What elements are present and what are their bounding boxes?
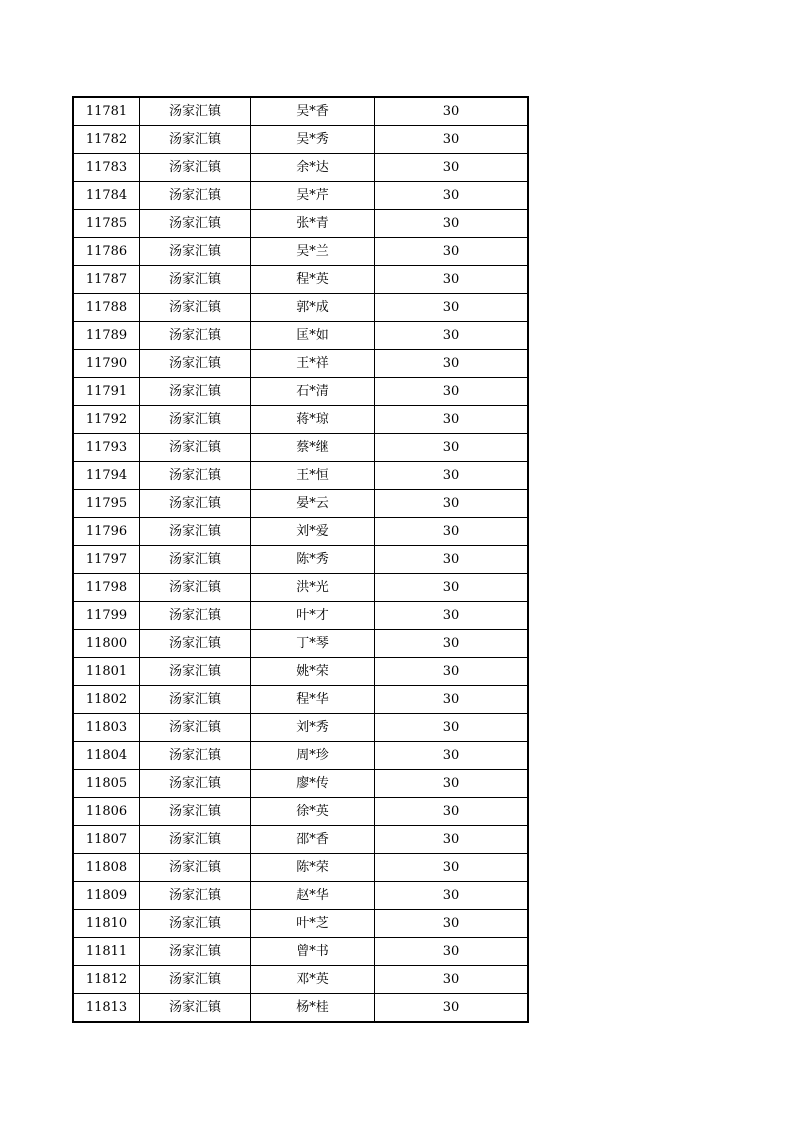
cell-person-name: 张*青 [251,210,375,238]
cell-town: 汤家汇镇 [140,826,251,854]
cell-amount: 30 [375,322,529,350]
cell-amount: 30 [375,798,529,826]
cell-amount: 30 [375,630,529,658]
cell-person-name: 程*华 [251,686,375,714]
cell-serial-number: 11802 [73,686,140,714]
cell-amount: 30 [375,770,529,798]
cell-amount: 30 [375,826,529,854]
cell-town: 汤家汇镇 [140,462,251,490]
cell-serial-number: 11781 [73,97,140,126]
cell-person-name: 程*英 [251,266,375,294]
cell-amount: 30 [375,658,529,686]
table-row [73,238,528,266]
cell-serial-number: 11790 [73,350,140,378]
table-row [73,126,528,154]
cell-serial-number: 11805 [73,770,140,798]
cell-person-name: 徐*英 [251,798,375,826]
cell-amount: 30 [375,434,529,462]
cell-amount: 30 [375,154,529,182]
table-row [73,938,528,966]
cell-town: 汤家汇镇 [140,210,251,238]
cell-person-name: 余*达 [251,154,375,182]
cell-town: 汤家汇镇 [140,490,251,518]
cell-person-name: 吴*芹 [251,182,375,210]
table-body [73,97,528,1022]
cell-town: 汤家汇镇 [140,322,251,350]
cell-amount: 30 [375,97,529,126]
table-row [73,742,528,770]
cell-town: 汤家汇镇 [140,126,251,154]
cell-person-name: 姚*荣 [251,658,375,686]
cell-amount: 30 [375,938,529,966]
cell-amount: 30 [375,266,529,294]
cell-amount: 30 [375,462,529,490]
cell-serial-number: 11798 [73,574,140,602]
cell-serial-number: 11793 [73,434,140,462]
cell-serial-number: 11782 [73,126,140,154]
cell-serial-number: 11783 [73,154,140,182]
cell-serial-number: 11808 [73,854,140,882]
cell-serial-number: 11785 [73,210,140,238]
cell-town: 汤家汇镇 [140,546,251,574]
table-row [73,966,528,994]
table-row [73,294,528,322]
cell-amount: 30 [375,518,529,546]
cell-amount: 30 [375,686,529,714]
table-row [73,154,528,182]
cell-serial-number: 11786 [73,238,140,266]
cell-serial-number: 11800 [73,630,140,658]
cell-person-name: 王*祥 [251,350,375,378]
cell-person-name: 廖*传 [251,770,375,798]
cell-serial-number: 11792 [73,406,140,434]
table-row [73,182,528,210]
cell-serial-number: 11812 [73,966,140,994]
table-row [73,490,528,518]
cell-serial-number: 11799 [73,602,140,630]
table-row [73,434,528,462]
table-row [73,882,528,910]
cell-town: 汤家汇镇 [140,406,251,434]
cell-person-name: 陈*秀 [251,546,375,574]
cell-person-name: 赵*华 [251,882,375,910]
cell-town: 汤家汇镇 [140,182,251,210]
cell-amount: 30 [375,574,529,602]
cell-person-name: 邓*英 [251,966,375,994]
cell-town: 汤家汇镇 [140,574,251,602]
table-row [73,97,528,126]
cell-person-name: 叶*芝 [251,910,375,938]
cell-person-name: 郭*成 [251,294,375,322]
table-row [73,518,528,546]
cell-amount: 30 [375,546,529,574]
table-row [73,462,528,490]
cell-town: 汤家汇镇 [140,686,251,714]
cell-serial-number: 11796 [73,518,140,546]
cell-serial-number: 11813 [73,994,140,1023]
cell-person-name: 洪*光 [251,574,375,602]
cell-town: 汤家汇镇 [140,378,251,406]
cell-amount: 30 [375,210,529,238]
table-row [73,630,528,658]
cell-person-name: 晏*云 [251,490,375,518]
cell-town: 汤家汇镇 [140,154,251,182]
table-row [73,546,528,574]
cell-town: 汤家汇镇 [140,97,251,126]
cell-town: 汤家汇镇 [140,882,251,910]
cell-amount: 30 [375,350,529,378]
cell-person-name: 杨*桂 [251,994,375,1023]
cell-amount: 30 [375,602,529,630]
cell-person-name: 石*清 [251,378,375,406]
table-row [73,994,528,1023]
cell-serial-number: 11787 [73,266,140,294]
cell-person-name: 刘*秀 [251,714,375,742]
cell-person-name: 吴*兰 [251,238,375,266]
cell-amount: 30 [375,742,529,770]
cell-serial-number: 11807 [73,826,140,854]
cell-person-name: 吴*秀 [251,126,375,154]
table-row [73,798,528,826]
cell-person-name: 叶*才 [251,602,375,630]
cell-person-name: 王*恒 [251,462,375,490]
table-row [73,378,528,406]
cell-amount: 30 [375,238,529,266]
cell-town: 汤家汇镇 [140,854,251,882]
table-row [73,826,528,854]
cell-person-name: 刘*爱 [251,518,375,546]
cell-person-name: 周*珍 [251,742,375,770]
table-row [73,686,528,714]
cell-person-name: 蔡*继 [251,434,375,462]
cell-town: 汤家汇镇 [140,350,251,378]
cell-person-name: 吴*香 [251,97,375,126]
cell-serial-number: 11797 [73,546,140,574]
table-row [73,658,528,686]
cell-town: 汤家汇镇 [140,434,251,462]
cell-amount: 30 [375,406,529,434]
cell-amount: 30 [375,714,529,742]
cell-amount: 30 [375,126,529,154]
cell-serial-number: 11801 [73,658,140,686]
cell-serial-number: 11794 [73,462,140,490]
cell-amount: 30 [375,882,529,910]
cell-amount: 30 [375,966,529,994]
table-row [73,602,528,630]
table-row [73,854,528,882]
cell-town: 汤家汇镇 [140,798,251,826]
cell-amount: 30 [375,490,529,518]
cell-amount: 30 [375,378,529,406]
cell-town: 汤家汇镇 [140,658,251,686]
cell-town: 汤家汇镇 [140,602,251,630]
cell-amount: 30 [375,910,529,938]
cell-town: 汤家汇镇 [140,238,251,266]
table-row [73,714,528,742]
table-row [73,910,528,938]
cell-serial-number: 11803 [73,714,140,742]
cell-town: 汤家汇镇 [140,742,251,770]
cell-serial-number: 11809 [73,882,140,910]
cell-town: 汤家汇镇 [140,938,251,966]
cell-town: 汤家汇镇 [140,994,251,1023]
cell-serial-number: 11804 [73,742,140,770]
cell-town: 汤家汇镇 [140,714,251,742]
cell-person-name: 曾*书 [251,938,375,966]
data-table [72,96,529,1023]
table-row [73,406,528,434]
cell-amount: 30 [375,182,529,210]
table-row [73,574,528,602]
cell-serial-number: 11810 [73,910,140,938]
cell-town: 汤家汇镇 [140,910,251,938]
cell-amount: 30 [375,994,529,1023]
cell-town: 汤家汇镇 [140,966,251,994]
cell-person-name: 蒋*琼 [251,406,375,434]
table-row [73,322,528,350]
cell-serial-number: 11811 [73,938,140,966]
cell-person-name: 陈*荣 [251,854,375,882]
cell-amount: 30 [375,854,529,882]
cell-town: 汤家汇镇 [140,266,251,294]
cell-town: 汤家汇镇 [140,770,251,798]
table-row [73,210,528,238]
cell-serial-number: 11789 [73,322,140,350]
table-row [73,350,528,378]
cell-person-name: 匡*如 [251,322,375,350]
cell-serial-number: 11784 [73,182,140,210]
cell-town: 汤家汇镇 [140,294,251,322]
cell-serial-number: 11791 [73,378,140,406]
cell-town: 汤家汇镇 [140,630,251,658]
cell-serial-number: 11806 [73,798,140,826]
table-row [73,266,528,294]
cell-serial-number: 11788 [73,294,140,322]
cell-person-name: 丁*琴 [251,630,375,658]
cell-person-name: 邵*香 [251,826,375,854]
table-row [73,770,528,798]
cell-amount: 30 [375,294,529,322]
cell-serial-number: 11795 [73,490,140,518]
cell-town: 汤家汇镇 [140,518,251,546]
